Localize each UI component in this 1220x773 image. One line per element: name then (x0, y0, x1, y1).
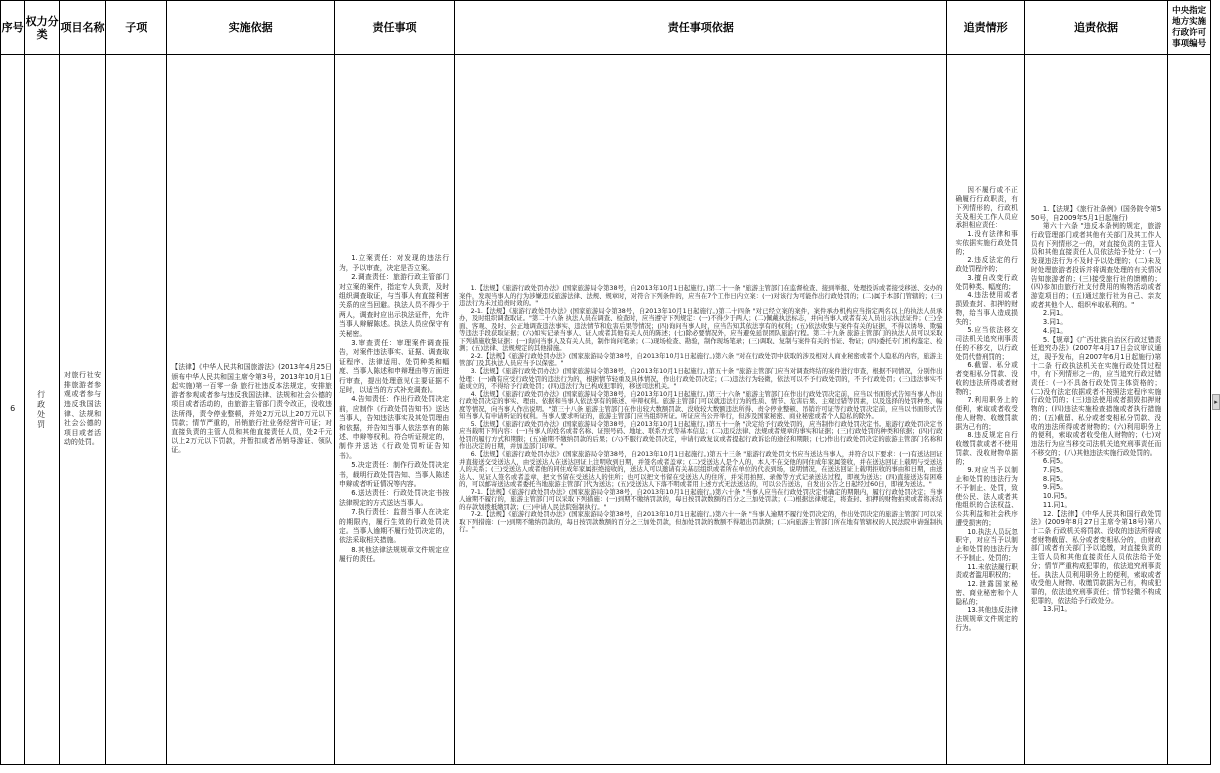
accountability-law: 10.同5。 (1042, 492, 1072, 501)
accountability-law: 7.同5。 (1042, 466, 1067, 475)
accountability-law: 1.【法规】《旅行社条例》(国务院令第550号，自2009年5月1日起施行) (1030, 204, 1162, 222)
law-paragraph: 3.【法规】《旅游行政处罚办法》(国家旅游局令第38号，自2013年10月1日起施行。)第五十条 "旅游主管部门应当对调查终结的案件进行审查，根据不同情况，分别作出处理：(一)确有应受行政处罚的违法行为的，根据情节轻重及具体情况，作出行政处罚决定；(二)违法行为轻微，依法可以不予行政处罚的，不予行政处罚；(三)违法事实不能成立的，不得给予行政处罚；(四)违法行为已构成犯罪的，移送司法机关。" (459, 367, 943, 391)
seq-value: 6 (10, 404, 16, 414)
accountability-law: 8.同5。 (1042, 474, 1067, 483)
law-paragraph: 4.【法规】《旅游行政处罚办法》(国家旅游局令第38号，自2013年10月1日起施行。)第三十六条 "旅游主管部门在作出行政处罚决定前，应当以书面形式告知当事人作出行政处罚决定的事实、理由、依据和当事人依法享有的陈述、申辩权利。旅游主管部门可以就违法行为的性质、情节、危害后果、主观过错等因素，以及选择的处罚种类、幅度等情况，向当事人作出说明。"第三十八条 旅游主管部门在作出较大数额罚款、没收较大数额违法所得、责令停业整顿、吊销许可证等行政处罚决定前，应当以书面形式告知当事人有申请听证的权利。当事人要求听证的，旅游主管部门应当组织听证。听证应当公开举行，但涉及国家秘密、商业秘密或者个人隐私的除外。 (459, 390, 943, 421)
cell-responsibility (334, 55, 454, 765)
responsibility-item: 4.告知责任：作出行政处罚决定前，应制作《行政处罚告知书》送达当事人，告知违法事实及其处罚理由和依据，并告知当事人依法享有的陈述、申辩等权利。符合听证规定的，制作并送达《行政处罚听证告知书》。 (338, 395, 450, 460)
header-responsibility: 责任事项 (334, 1, 454, 55)
responsibility-item: 7.执行责任：监督当事人在决定的期限内，履行生效的行政处罚决定。当事人逾期不履行处罚决定的，依法采取相关措施。 (338, 508, 450, 545)
accountability-item: 11.未依法履行职责或者滥用职权的； (955, 562, 1018, 580)
header-sub-item: 子项 (106, 1, 167, 55)
responsibility-list (335, 254, 454, 564)
accountability-law: 9.同5。 (1042, 483, 1067, 492)
header-item-name: 项目名称 (59, 1, 105, 55)
accountability-item: 因不履行或不正确履行行政职责，有下列情形的，行政机关及相关工作人员应承担相应责任： (955, 186, 1018, 230)
law-paragraph: 7-2.【法规】《旅游行政处罚办法》(国家旅游局令第38号，自2013年10月1日起施行。)第六十一条 "当事人逾期不履行处罚决定的，作出处罚决定的旅游主管部门可以采取下列措施：(一)到期不缴纳罚款的，每日按罚款数额的百分之三加处罚款，但加处罚款的数额不得超出罚款额；(二)向旅游主管部门所在地有管辖权的人民法院申请强制执行。" (459, 511, 943, 534)
accountability-item: 6.截留、私分或者变相私分罚款、没收的违法所得或者财物的； (955, 361, 1018, 396)
responsibility-item: 3.审查责任：审理案件调查报告，对案件违法事实、证据、调查取证程序、法律适用、处罚种类和幅度、当事人陈述和申辩理由等方面进行审查，提出处理意见(主要证据不足时，以适当的方式补充调查)。 (338, 338, 450, 394)
responsibility-item: 8.其他法律法规规章文件规定应履行的责任。 (338, 545, 450, 564)
table-row (1, 55, 1211, 765)
accountability-item: 10.执法人员玩忽职守，对应当予以制止和处罚的违法行为不予制止、处罚的； (955, 527, 1018, 562)
accountability-item: 4.违法使用或者损毁查封、扣押的财物，给当事人造成损失的； (955, 291, 1018, 326)
header-row (1, 1, 1211, 55)
category-value: 行政处罚 (37, 389, 46, 429)
accountability-law: 3.同1。 (1042, 318, 1067, 327)
scroll-handle[interactable] (1212, 394, 1220, 410)
accountability-item: 8.违反规定自行收缴罚款或者不使用罚款、没收财物单据的； (955, 431, 1018, 466)
responsibility-item: 6.送达责任：行政处罚决定书按法律规定的方式送达当事人。 (338, 489, 450, 507)
accountability-item: 3.擅自改变行政处罚种类、幅度的； (955, 273, 1018, 291)
accountability-item: 9.对应当予以制止和处罚的违法行为不予制止、处罚，致使公民、法人或者其他组织的合法权益、公共利益和社会秩序遭受损害的； (955, 466, 1018, 527)
responsibility-item: 5.决定责任：制作行政处罚决定书，载明行政处罚告知、当事人陈述申辩或者听证情况等内容。 (338, 461, 450, 489)
header-basis: 实施依据 (167, 1, 335, 55)
accountability-law: 13.同1。 (1042, 605, 1072, 614)
law-paragraph: 2-2.【法规】《旅游行政处罚办法》(国家旅游局令第38号，自2013年10月1日起施行。)第六条 "对在行政处罚中获取的涉及相对人商业秘密或者个人隐私的内容，旅游主管部门及其执法人员应当予以保密。" (459, 352, 943, 368)
cell-category (25, 55, 60, 765)
law-paragraph: 2-1.【法规】《旅游行政处罚办法》(国家旅游局令第38号，自2013年10月1日起施行。)第二十四条 "对已经立案的案件，案件承办机构应当指定两名以上的执法人员承办，及时组织调查取证。"第二十八条 执法人员在调查、检查时，应当遵守下列规定：(一)不得少于两人；(二)佩戴执法标志，并向当事人或者有关人员出示执法证件；(三)全面、客观、及时、公正地调查违法事实、违法情节和危害后果等情况；(四)询问当事人时，应当告知其依法享有的权利；(五)依法收集与案件有关的证据，不得以诱导、欺骗等违法手段获取证据；(六)如实记录当事人、证人或者其他有关人员的陈述；(七)除必要情况外，应当避免延误团队旅游行程。第二十九条 旅游主管部门的执法人员可以采取下列措施收集证据：(一)询问当事人及有关人员，制作询问笔录；(二)现场检查、勘验，制作现场笔录；(三)调取、复制与案件有关的书证、物证；(四)委托专门机构鉴定、检测；(五)法律、法规规定的其他措施。 (459, 307, 943, 353)
responsibility-basis-list (455, 285, 946, 534)
accountability-law: 11.同1。 (1042, 500, 1072, 509)
accountability-law: 第六十六条 "违反本条例的规定，旅游行政管理部门或者其他有关部门及其工作人员有下列情形之一的，对直接负责的主管人员和其他直接责任人员依法给予处分：(一)发现违法行为不及时予以处理的；(二)未及时处理旅游者投诉并将调查处理的有关情况告知旅游者的；(三)接受旅行社的馈赠的；(四)参加由旅行社支付费用的购物活动或者游览项目的；(五)通过旅行社为自己、亲友或者其他个人、组织牟取私利的。" (1030, 222, 1162, 309)
basis-value: 【法律】《中华人民共和国旅游法》(2013年4月25日颁布中华人民共和国主席令第3号，2013年10月1日起实施)第一百零一条 旅行社违反本法规定，安排旅游者参观或者参与违反我国法律、法规和社会公德的项目或者活动的，由旅游主管部门责令改正，没收违法所得，责令停业整顿，并处2万元以上20万元以下罚款；情节严重的，吊销旅行社业务经营许可证；对直接负责的主管人员和其他直接责任人员，处2千元以上2万元以下罚款，并暂扣或者吊销导游证、领队证。 (171, 363, 332, 455)
accountability-list (947, 186, 1023, 632)
accountability-law: 5.【规章】《广西壮族自治区行政过错责任追究办法》(2007年4月17日会议审议通过，现予发布，自2007年6月1日起施行)第十二条 行政执法机关在实施行政处罚过程中，有下列情形之一的，应当追究行政过错责任：(一)不具备行政处罚主体资格的；(二)没有法定依据或者不按照法定程序实施行政处罚的；(三)违法使用或者损毁扣押财物的；(四)违法实施检查措施或者执行措施的；(五)截留、私分或者变相私分罚款、没收的违法所得或者财物的；(六)利用职务上的便利，索取或者收受他人财物的；(七)对违法行为应当移交司法机关追究刑事责任而不移交的；(八)其他违法实施行政处罚的。 (1030, 335, 1162, 457)
law-paragraph: 1.【法规】《旅游行政处罚办法》(国家旅游局令第38号，自2013年10月1日起施行。)第二十一条 "旅游主管部门在监督检查、接到举报、处理投诉或者接受移送、交办的案件，发现当事人的行为涉嫌违反旅游法律、法规、规章时，对符合下列条件的，应当在7个工作日内立案：(一)对该行为可能作出行政处罚的；(二)属于本部门管辖的；(三)违法行为未过追责时效的。" (459, 284, 943, 308)
cell-basis (167, 55, 335, 765)
cell-item-name (59, 55, 105, 765)
header-accountability-basis: 追责依据 (1024, 1, 1167, 55)
accountability-law: 2.同1。 (1042, 309, 1067, 318)
cell-seq (1, 55, 25, 765)
accountability-basis-list (1025, 205, 1167, 614)
accountability-item: 7.利用职务上的便利，索取或者收受他人财物、收缴罚款据为己有的； (955, 396, 1018, 431)
header-central-code: 中央指定地方实施行政许可事项编号 (1168, 1, 1211, 55)
cell-accountability (947, 55, 1024, 765)
accountability-item: 5.应当依法移交司法机关追究刑事责任的不移交，以行政处罚代替刑罚的； (955, 326, 1018, 361)
accountability-item: 2.违反法定的行政处罚程序的； (955, 256, 1018, 274)
responsibility-item: 1.立案责任：对发现的违法行为，予以审查，决定是否立案。 (338, 254, 450, 272)
accountability-law: 12.【法律】《中华人民共和国行政处罚法》(2009年8月27日主席令第18号)第八十二条 行政机关将罚款、没收的违法所得或者财物截留、私分或者变相私分的，由财政部门或者有关部门予以追缴，对直接负责的主管人员和其他直接责任人员依法给予处分；情节严重构成犯罪的，依法追究刑事责任。执法人员利用职务上的便利，索取或者收受他人财物、收缴罚款据为己有，构成犯罪的，依法追究刑事责任；情节轻微不构成犯罪的，依法给予行政处分。 (1030, 509, 1162, 605)
cell-accountability-basis (1024, 55, 1167, 765)
law-paragraph: 7-1.【法规】《旅游行政处罚办法》(国家旅游局令第38号，自2013年10月1日起施行。)第六十条 "当事人应当在行政处罚决定书确定的期限内，履行行政处罚决定；当事人逾期不履行的，旅游主管部门可以采取下列措施：(一)到期不缴纳罚款的，每日按罚款数额的百分之三加处罚款；(二)根据法律规定，将查封、扣押的财物拍卖或者将冻结的存款划拨抵缴罚款；(三)申请人民法院强制执行。" (459, 488, 943, 511)
accountability-law: 6.同5。 (1042, 457, 1067, 466)
accountability-item: 1.没有法律和事实依据实施行政处罚的； (955, 230, 1018, 256)
law-paragraph: 5.【法规】《旅游行政处罚办法》(国家旅游局令第38号，自2013年10月1日起施行。)第五十一条 "决定给予行政处罚的，应当制作行政处罚决定书。旅游行政处罚决定书应当载明下列内容：(一)当事人的姓名或者名称、证照号码、地址、联系方式等基本信息；(二)违反法律、法规或者规章的事实和证据；(三)行政处罚的种类和依据；(四)行政处罚的履行方式和期限；(五)逾期不缴纳罚款的后果；(六)不服行政处罚决定，申请行政复议或者提起行政诉讼的途径和期限；(七)作出行政处罚决定的旅游主管部门名称和作出决定的日期，并加盖部门印章。" (459, 420, 943, 451)
cell-central-code (1168, 55, 1211, 765)
cell-sub-item (106, 55, 167, 765)
responsibility-item: 2.调查责任：旅游行政主管部门对立案的案件，指定专人负责，及时组织调查取证，与当事人有直接利害关系的应当回避。执法人员不得少于两人，调查时应出示执法证件，允许当事人辩解陈述。执法人员应保守有关秘密。 (338, 273, 450, 338)
law-paragraph: 6.【法规】《旅游行政处罚办法》(国家旅游局令第38号，自2013年10月1日起施行。)第五十三条 "旅游行政处罚文书应当送达当事人，并符合以下要求：(一)有送达回证并直接送交受送达人，由受送达人在送达回证上注明收到日期，并签名或者盖章；(二)受送达人是个人的，本人不在交他的同住成年家属签收，并在送达回证上载明与受送达人的关系；(三)受送达人或者他的同住成年家属拒绝接收的，送达人可以邀请有关基层组织或者所在单位的代表到场，说明情况，在送达回证上载明拒收的事由和日期，由送达人、见证人签名或者盖章，把文书留在受送达人的住所；也可以把文书留在受送达人的住所，并采用拍照、录像等方式记录送达过程，即视为送达；(四)直接送达有困难的，可以邮寄送达或者委托当地旅游主管部门代为送达；(五)受送达人下落不明或者用上述方式无法送达的，可以公告送达，自发出公告之日起经过60日，即视为送达。" (459, 451, 943, 489)
accountability-law: 4.同1。 (1042, 326, 1067, 335)
accountability-item: 12.泄露国家秘密、商业秘密和个人隐私的； (955, 580, 1018, 606)
cell-responsibility-basis (455, 55, 947, 765)
header-category: 权力分类 (25, 1, 60, 55)
item-name-value: 对旅行社安排旅游者参观或者参与违反我国法律、法规和社会公德的项目或者活动的处罚。 (63, 371, 102, 447)
chevron-right-icon: ▸ (1214, 398, 1218, 406)
header-seq: 序号 (1, 1, 25, 55)
accountability-item: 13.其他违反法律法规规章文件规定的行为。 (955, 606, 1018, 632)
header-responsibility-basis: 责任事项依据 (455, 1, 947, 55)
header-accountability: 追责情形 (947, 1, 1024, 55)
